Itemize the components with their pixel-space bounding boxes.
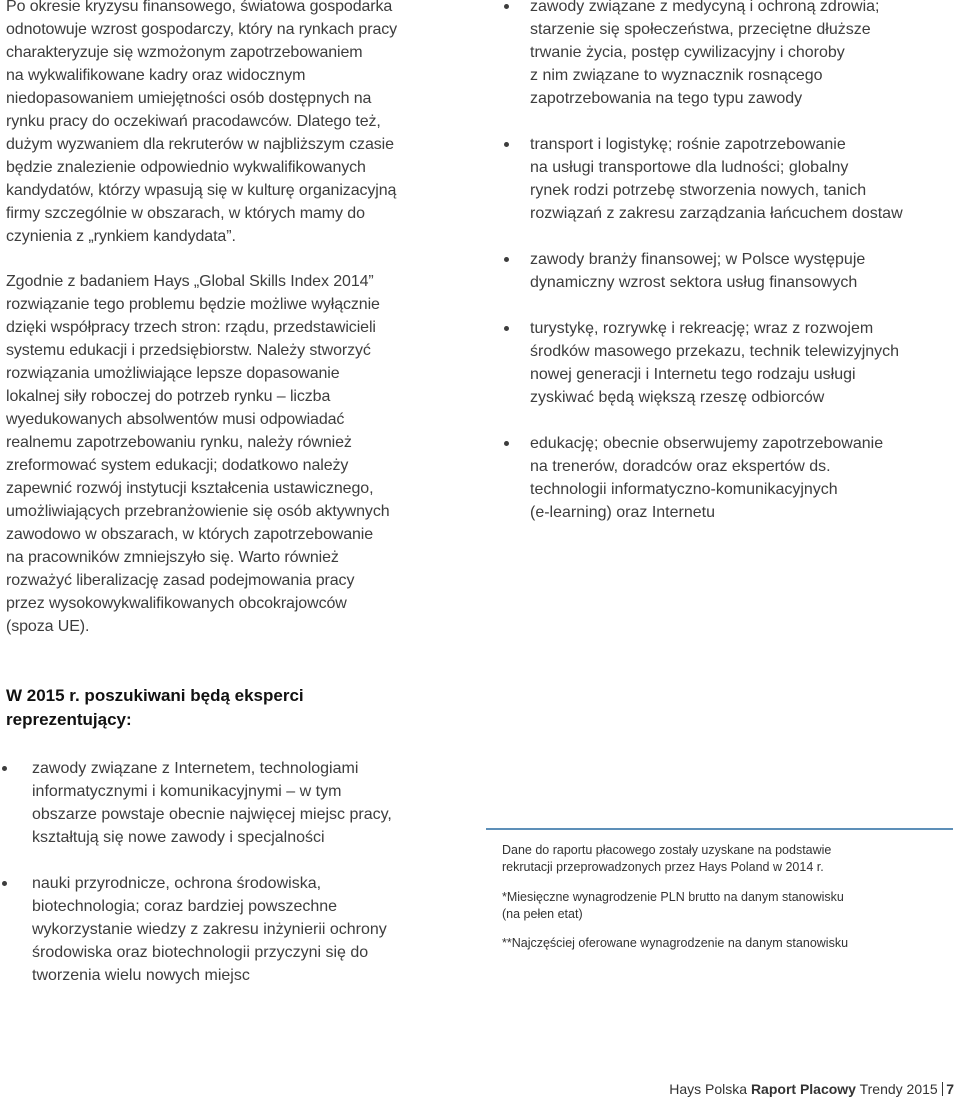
bullet-icon: [504, 142, 509, 147]
bullet-icon: [2, 881, 7, 886]
intro-paragraph: Po okresie kryzysu finansowego, światowa gospodarka odnotowuje wzrost gospodarczy, który na rynkach pracy charakteryzuje się wzmożonym zapotrzebowaniem na wykwalifikowane kadry oraz widocznym niedopasowaniem umiejętności osób dostępnych na rynku pracy do oczekiwań pracodawców. Dlatego też, dużym wyzwaniem dla rekruterów w najbliższym czasie będzie znalezienie odpowiednio wykwalifikowanych kandydatów, którzy wpasują się w kulturę organizacyjną firmy szczególnie w obszarach, w których mamy do czynienia z „rynkiem kandydata”.: [6, 0, 398, 245]
list-item: [530, 248, 950, 294]
notes-divider: [486, 828, 953, 830]
list-item-text: zawody branży finansowej; w Polsce występuje dynamiczny wzrost sektora usług finansowych: [530, 251, 866, 291]
list-item: [32, 872, 462, 987]
list-item-text: zawody związane z medycyną i ochroną zdrowia; starzenie się społeczeństwa, przeciętne dłuższe trwanie życia, postęp cywilizacyjny i choroby z nim związane to wyznacznik rosnącego zapotrzebowania na tego typu zawody: [530, 0, 880, 107]
monthly-salary-footnote: *Miesięczne wynagrodzenie PLN brutto na danym stanowisku (na pełen etat): [502, 890, 844, 921]
page-footer: [669, 1080, 954, 1098]
bullet-icon: [504, 257, 509, 262]
bullet-icon: [504, 441, 509, 446]
list-item-text: transport i logistykę; rośnie zapotrzebowanie na usługi transportowe dla ludności; globalny rynek rodzi potrzebę stworzenia nowych, tanich rozwiązań z zakresu zarządzania łańcuchem dostaw: [530, 136, 903, 222]
bullet-icon: [2, 766, 7, 771]
offered-salary-footnote: **Najczęściej oferowane wynagrodzenie na danym stanowisku: [502, 936, 849, 950]
bullet-icon: [504, 4, 509, 9]
bullet-icon: [504, 326, 509, 331]
footer-company: Hays Polska: [669, 1081, 748, 1097]
list-item: [530, 0, 950, 110]
list-item-text: zawody związane z Internetem, technologiami informatycznymi i komunikacyjnymi – w tym obszarze powstaje obecnie najwięcej miejsc pracy, kształtują się nowe zawody i specjalności: [32, 760, 392, 846]
list-item-text: nauki przyrodnicze, ochrona środowiska, biotechnologia; coraz bardziej powszechne wykorzystanie wiedzy z zakresu inżynierii ochrony środowiska oraz biotechnologii przyczyni się do tworzenia wielu nowych miejsc: [32, 875, 387, 984]
section-heading: W 2015 r. poszukiwani będą eksperci reprezentujący:: [6, 686, 304, 729]
footer-report-title: Raport Placowy: [750, 1081, 856, 1097]
list-item-text: edukację; obecnie obserwujemy zapotrzebowanie na trenerów, doradców oraz ekspertów ds. technologii informatyczno-komunikacyjnych (e-learning) oraz Internetu: [530, 435, 884, 521]
footer-separator: [942, 1082, 944, 1096]
data-source-note: Dane do raportu płacowego zostały uzyskane na podstawie rekrutacji przeprowadzonych przez Hays Poland w 2014 r.: [502, 843, 832, 874]
list-item: [530, 317, 950, 409]
list-item: [530, 432, 950, 524]
global-skills-paragraph: Zgodnie z badaniem Hays „Global Skills Index 2014” rozwiązanie tego problemu będzie możliwe wyłącznie dzięki współpracy trzech stron: rządu, przedstawicieli systemu edukacji i przedsiębiorstw. Należy stworzyć rozwiązania umożliwiające lepsze dopasowanie lokalnej siły roboczej do potrzeb rynku – liczba wyedukowanych absolwentów musi odpowiadać realnemu zapotrzebowaniu rynku, należy również zreformować system edukacji; dodatkowo należy zapewnić rozwój instytucji kształcenia ustawicznego, umożliwiających przebranżowienie się osób aktywnych zawodowo w obszarach, w których zapotrzebowanie na pracowników zmniejszyło się. Warto również rozważyć liberalizację zasad podejmowania pracy przez wysokowykwalifikowanych obcokrajowców (spoza UE).: [6, 273, 390, 635]
page-number: 7: [946, 1081, 954, 1097]
list-item: [530, 133, 950, 225]
list-item-text: turystykę, rozrywkę i rekreację; wraz z rozwojem środków masowego przekazu, technik telewizyjnych nowej generacji i Internetu tego rodzaju usługi zyskiwać będą większą rzeszę odbiorców: [530, 320, 900, 406]
left-bullet-list: [32, 757, 462, 987]
footer-edition: Trendy 2015: [859, 1081, 938, 1097]
list-item: [32, 757, 462, 849]
right-bullet-list: [530, 0, 950, 524]
